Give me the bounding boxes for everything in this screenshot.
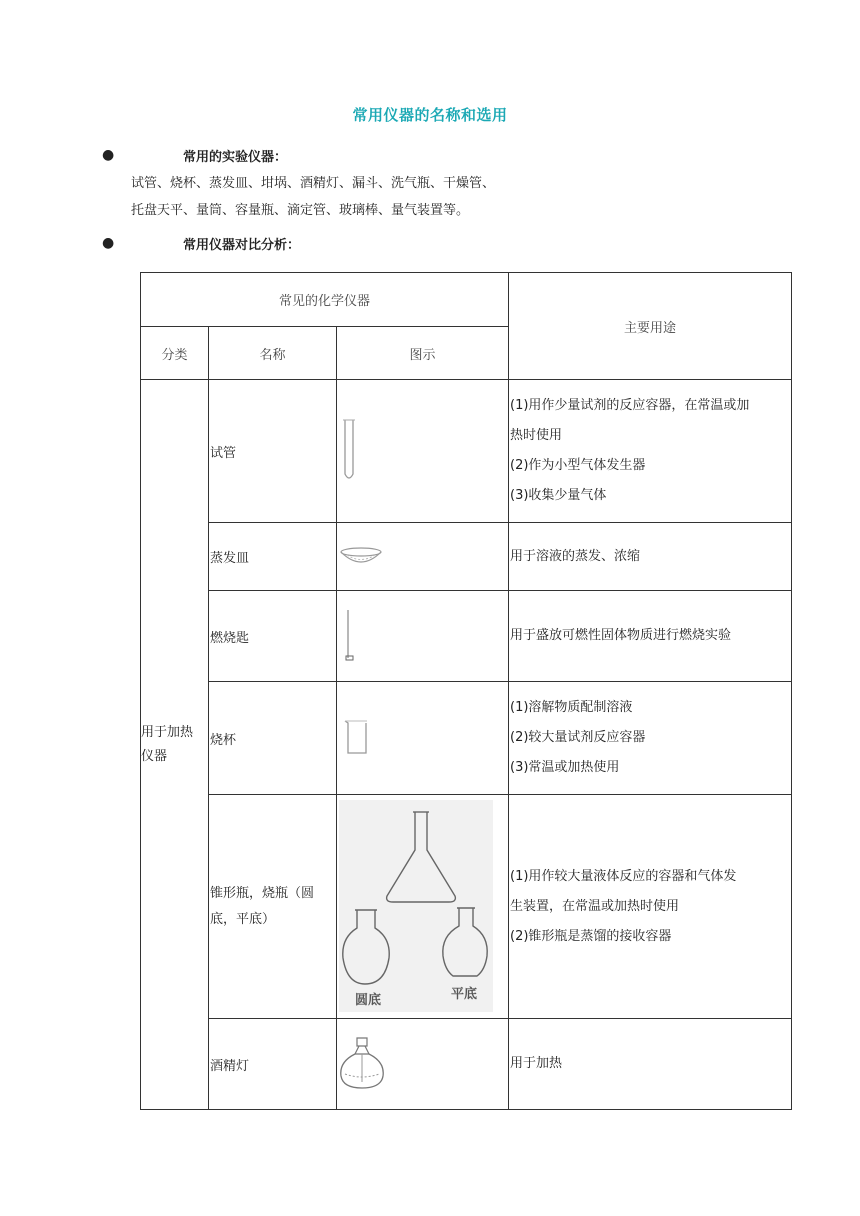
- column-header-name: 名称: [209, 327, 337, 380]
- column-header-category: 分类: [141, 327, 209, 380]
- instrument-name: [209, 795, 337, 1019]
- alcohol-lamp-icon: [337, 1032, 387, 1096]
- instrument-name: 酒精灯: [209, 1019, 337, 1110]
- bullet-icon: ●: [102, 147, 115, 163]
- table-row: [141, 380, 792, 523]
- instrument-name: 试管: [209, 380, 337, 523]
- usage-line: (1)用作少量试剂的反应容器，在常温或加: [510, 398, 750, 413]
- usage-line: (2)较大量试剂反应容器: [510, 730, 646, 745]
- usage-line: (3)常温或加热使用: [510, 760, 620, 775]
- figure-cell: [337, 591, 509, 682]
- instrument-name: 燃烧匙: [209, 591, 337, 682]
- section-heading-instruments: 常用的实验仪器：: [183, 150, 288, 165]
- usage-cell: [509, 380, 792, 523]
- usage-cell: [509, 795, 792, 1019]
- combustion-spoon-icon: [341, 606, 371, 666]
- evaporating-dish-icon: [339, 542, 399, 572]
- beaker-icon: [340, 713, 380, 763]
- flasks-icon: [337, 798, 507, 1016]
- table-row: [141, 1019, 792, 1110]
- usage-line: 用于盛放可燃性固体物质进行燃烧实验: [510, 628, 732, 643]
- flask-label-flat: 平底: [451, 986, 478, 1002]
- flask-label-round: 圆底: [355, 992, 382, 1008]
- instrument-table: [140, 272, 792, 1110]
- usage-cell: [509, 682, 792, 795]
- figure-cell: [337, 682, 509, 795]
- test-tube-icon: [339, 416, 379, 486]
- usage-cell: [509, 1019, 792, 1110]
- table-row: [141, 795, 792, 1019]
- group-header: 常见的化学仪器: [141, 273, 509, 327]
- category-cell: [141, 380, 209, 1110]
- usage-cell: [509, 523, 792, 591]
- instrument-name: 烧杯: [209, 682, 337, 795]
- usage-line: (2)作为小型气体发生器: [510, 458, 646, 473]
- table-row: [141, 682, 792, 795]
- instrument-list-line: 试管、烧杯、蒸发皿、坩埚、酒精灯、漏斗、洗气瓶、干燥管、: [131, 176, 496, 191]
- usage-line: 用于加热: [510, 1056, 563, 1071]
- figure-cell: [337, 795, 509, 1019]
- usage-line: (1)溶解物质配制溶液: [510, 700, 633, 715]
- usage-line: (2)锥形瓶是蒸馏的接收容器: [510, 928, 672, 944]
- category-line: 用于加热: [141, 724, 194, 740]
- page-title: 常用仪器的名称和选用: [352, 106, 508, 124]
- table-row: [141, 591, 792, 682]
- table-row: [141, 523, 792, 591]
- usage-line: (3)收集少量气体: [510, 488, 607, 503]
- instrument-name-line: 锥形瓶，烧瓶（圆: [210, 885, 315, 901]
- usage-line: 生装置，在常温或加热时使用: [510, 898, 680, 914]
- usage-line: (1)用作较大量液体反应的容器和气体发: [510, 868, 737, 884]
- figure-cell: [337, 1019, 509, 1110]
- section-heading-comparison: 常用仪器对比分析：: [183, 238, 301, 253]
- usage-line: 热时使用: [510, 428, 563, 443]
- usage-cell: [509, 591, 792, 682]
- instrument-list-line: 托盘天平、量筒、容量瓶、滴定管、玻璃棒、量气装置等。: [131, 203, 470, 218]
- category-line: 仪器: [141, 748, 168, 764]
- instrument-name-line: 底，平底）: [210, 911, 276, 927]
- column-header-figure: 图示: [337, 327, 509, 380]
- figure-cell: [337, 523, 509, 591]
- use-header: 主要用途: [509, 273, 792, 380]
- bullet-icon: ●: [102, 235, 115, 251]
- instrument-name: 蒸发皿: [209, 523, 337, 591]
- figure-cell: [337, 380, 509, 523]
- usage-line: 用于溶液的蒸发、浓缩: [510, 548, 641, 564]
